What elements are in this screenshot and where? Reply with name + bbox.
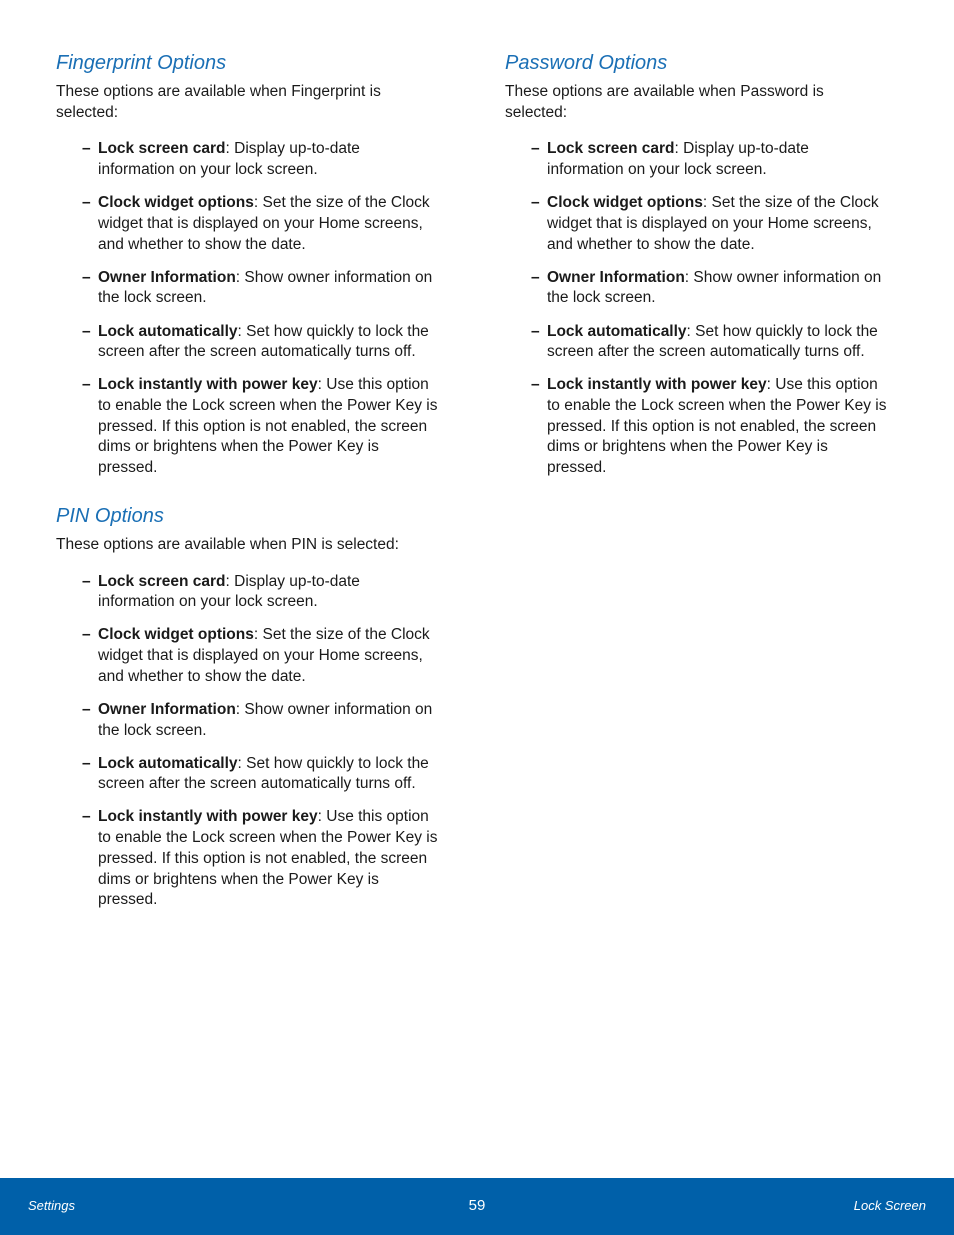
list-item (505, 322, 887, 363)
bullet-dash-icon: – (82, 754, 91, 772)
page-number: 59 (468, 1197, 486, 1214)
footer-section: Lock Screen (853, 1198, 926, 1213)
bullet-dash-icon: – (531, 194, 540, 212)
list-item (56, 268, 438, 309)
option-description: : Set how quickly to lock the screen after the screen automatically turns off. (547, 322, 878, 361)
fingerprint-options-section (56, 50, 446, 479)
list-item (56, 807, 438, 911)
section-intro: These options are available when Password is selected: (505, 83, 824, 121)
list-item (56, 625, 438, 687)
option-description: : Use this option to enable the Lock screen when the Power Key is pressed. If this option is not enabled, the screen dims or brightens when the Power Key is pressed. (98, 808, 438, 909)
bullet-dash-icon: – (82, 572, 91, 590)
footer-chapter: Settings (28, 1198, 75, 1213)
list-item (56, 572, 438, 613)
option-term: Lock instantly with power key (98, 808, 318, 826)
list-item (56, 375, 438, 479)
option-description: : Set how quickly to lock the screen after the screen automatically turns off. (98, 322, 429, 361)
bullet-dash-icon: – (531, 268, 540, 286)
bullet-dash-icon: – (531, 140, 540, 158)
section-intro: These options are available when Fingerprint is selected: (56, 83, 381, 121)
list-item (505, 193, 887, 255)
section-heading: Fingerprint Options (56, 52, 227, 74)
left-column (56, 50, 446, 935)
option-term: Lock automatically (547, 322, 687, 340)
options-list (56, 572, 446, 911)
option-description: : Set the size of the Clock widget that is displayed on your Home screens, and whether to show the date. (547, 194, 879, 253)
option-description: : Show owner information on the lock screen. (547, 268, 882, 307)
bullet-dash-icon: – (82, 626, 91, 644)
list-item (56, 322, 438, 363)
option-term: Lock automatically (98, 322, 238, 340)
option-description: : Use this option to enable the Lock screen when the Power Key is pressed. If this option is not enabled, the screen dims or brightens when the Power Key is pressed. (98, 376, 438, 477)
option-term: Clock widget options (98, 194, 254, 212)
option-description: : Set the size of the Clock widget that is displayed on your Home screens, and whether to show the date. (98, 626, 430, 685)
right-column (505, 50, 895, 503)
options-list (56, 139, 446, 478)
option-term: Owner Information (98, 268, 236, 286)
option-term: Clock widget options (98, 626, 254, 644)
option-term: Lock screen card (98, 140, 226, 158)
option-term: Lock screen card (547, 140, 675, 158)
option-description: : Use this option to enable the Lock screen when the Power Key is pressed. If this option is not enabled, the screen dims or brightens when the Power Key is pressed. (547, 376, 887, 477)
bullet-dash-icon: – (82, 376, 91, 394)
option-term: Lock screen card (98, 572, 226, 590)
bullet-dash-icon: – (82, 194, 91, 212)
bullet-dash-icon: – (531, 376, 540, 394)
list-item (56, 193, 438, 255)
option-term: Lock instantly with power key (547, 376, 767, 394)
option-description: : Display up-to-date information on your lock screen. (547, 140, 809, 179)
list-item (56, 139, 438, 180)
bullet-dash-icon: – (82, 322, 91, 340)
bullet-dash-icon: – (82, 140, 91, 158)
password-options-section (505, 50, 895, 479)
bullet-dash-icon: – (531, 322, 540, 340)
list-item (505, 375, 887, 479)
option-description: : Set the size of the Clock widget that is displayed on your Home screens, and whether to show the date. (98, 194, 430, 253)
section-intro: These options are available when PIN is selected: (56, 535, 399, 553)
option-term: Owner Information (98, 700, 236, 718)
option-description: : Show owner information on the lock screen. (98, 268, 433, 307)
bullet-dash-icon: – (82, 808, 91, 826)
section-heading: PIN Options (56, 504, 164, 527)
list-item (56, 754, 438, 795)
bullet-dash-icon: – (82, 268, 91, 286)
list-item (505, 268, 887, 309)
option-description: : Set how quickly to lock the screen after the screen automatically turns off. (98, 754, 429, 793)
option-term: Lock automatically (98, 754, 238, 772)
bullet-dash-icon: – (82, 700, 91, 718)
option-description: : Display up-to-date information on your lock screen. (98, 140, 360, 179)
option-description: : Show owner information on the lock screen. (98, 700, 433, 739)
page-footer (0, 1178, 954, 1235)
options-list (505, 139, 895, 478)
section-heading: Password Options (505, 52, 668, 74)
option-description: : Display up-to-date information on your lock screen. (98, 572, 360, 611)
option-term: Clock widget options (547, 194, 703, 212)
option-term: Lock instantly with power key (98, 376, 318, 394)
list-item (505, 139, 887, 180)
option-term: Owner Information (547, 268, 685, 286)
pin-options-section (56, 503, 446, 911)
list-item (56, 700, 438, 741)
